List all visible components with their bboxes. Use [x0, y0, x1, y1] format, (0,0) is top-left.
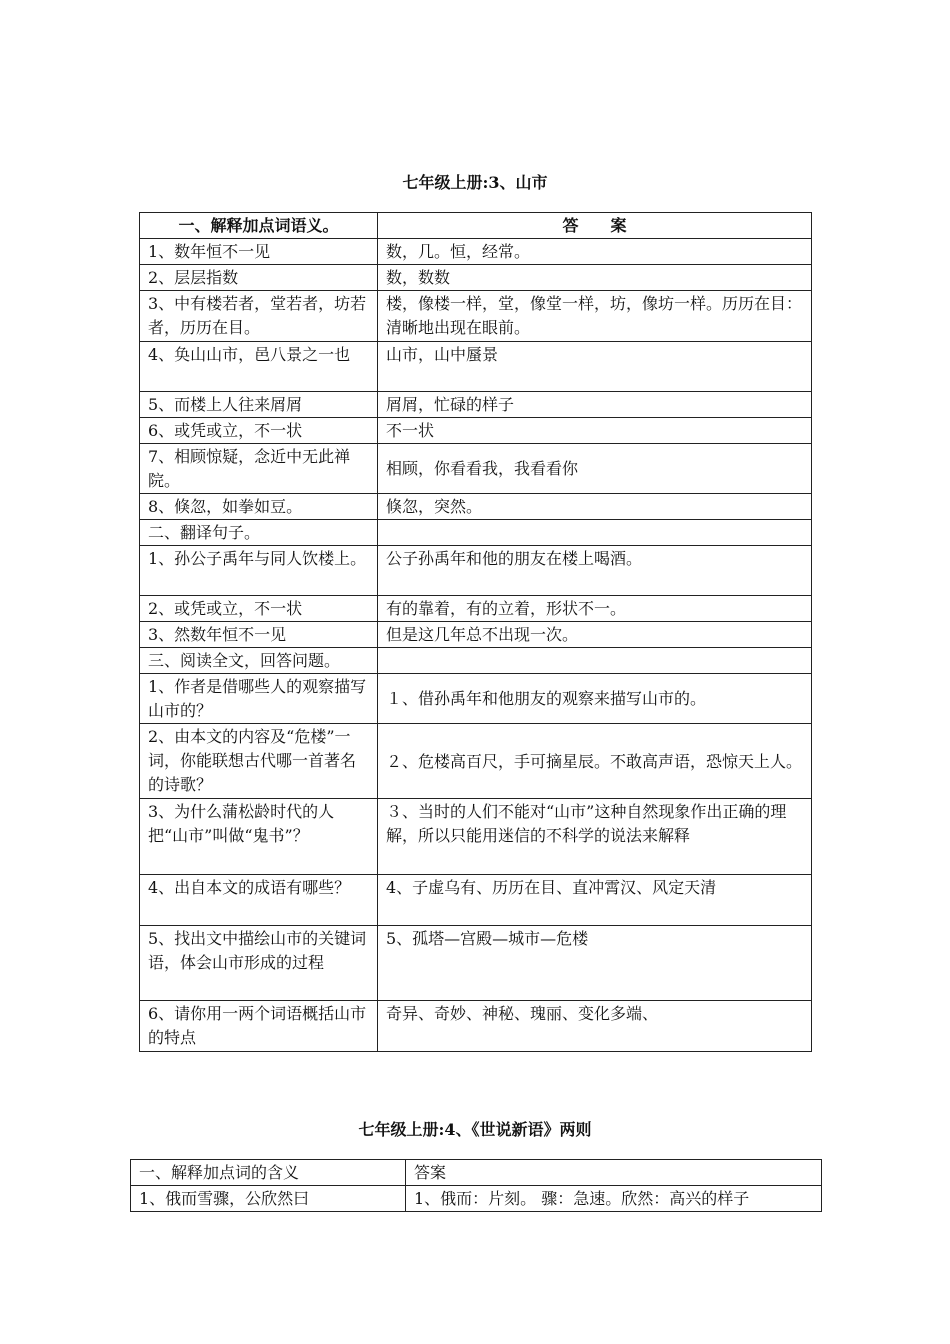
table-row: [140, 444, 812, 494]
header-answer-cell: 答案: [406, 1160, 822, 1186]
table-row: [140, 494, 812, 520]
header-answer-cell: 答 案: [378, 213, 812, 239]
answer-cell: [378, 648, 812, 674]
question-cell: 7、相顾惊疑，念近中无此禅院。: [140, 444, 378, 494]
answer-cell: 楼，像楼一样，堂，像堂一样，坊，像坊一样。历历在目：清晰地出现在眼前。: [378, 291, 812, 342]
answer-cell: 4、子虚乌有、历历在目、直冲霄汉、风定天清: [378, 875, 812, 926]
table-row: [140, 291, 812, 342]
answer-cell: 不一状: [378, 418, 812, 444]
answer-cell: 5、孤塔—宫殿—城市—危楼: [378, 926, 812, 1001]
header-question-cell: 一、解释加点词语义。: [140, 213, 378, 239]
table-row: [140, 342, 812, 392]
question-cell: 2、层层指数: [140, 265, 378, 291]
answer-cell: [378, 520, 812, 546]
table-row: [140, 1001, 812, 1052]
question-cell: 8、倏忽，如拳如豆。: [140, 494, 378, 520]
table-row: [140, 546, 812, 596]
table-section-row: [140, 648, 812, 674]
vocabulary-answer-table-1: [139, 212, 812, 1052]
question-cell: 1、作者是借哪些人的观察描写山市的？: [140, 674, 378, 724]
answer-cell: 山市，山中蜃景: [378, 342, 812, 392]
table-row: [140, 239, 812, 265]
answer-cell: ３、当时的人们不能对“山市”这种自然现象作出正确的理解，所以只能用迷信的不科学的说法来解释: [378, 799, 812, 875]
question-cell: 1、孙公子禹年与同人饮楼上。: [140, 546, 378, 596]
table-row: [140, 265, 812, 291]
question-cell: 3、然数年恒不一见: [140, 622, 378, 648]
answer-cell: 数，数数: [378, 265, 812, 291]
table-section-row: [140, 520, 812, 546]
question-cell: 4、出自本文的成语有哪些？: [140, 875, 378, 926]
table-row: [140, 875, 812, 926]
answer-cell: ２、危楼高百尺，手可摘星辰。不敢高声语，恐惊天上人。: [378, 724, 812, 799]
question-cell: 2、由本文的内容及“危楼”一词，你能联想古代哪一首著名的诗歌？: [140, 724, 378, 799]
table-row: [140, 724, 812, 799]
answer-cell: 相顾，你看看我，我看看你: [378, 444, 812, 494]
table-row: [140, 596, 812, 622]
header-question-cell: 一、解释加点词的含义: [131, 1160, 406, 1186]
section-1-title: 七年级上册:3、山市: [402, 173, 548, 192]
question-cell: 4、奂山山市，邑八景之一也: [140, 342, 378, 392]
question-cell: 6、请你用一两个词语概括山市的特点: [140, 1001, 378, 1052]
question-cell: 1、数年恒不一见: [140, 239, 378, 265]
question-cell: 2、或凭或立，不一状: [140, 596, 378, 622]
answer-cell: 公子孙禹年和他的朋友在楼上喝酒。: [378, 546, 812, 596]
question-cell: 5、找出文中描绘山市的关键词语，体会山市形成的过程: [140, 926, 378, 1001]
table-row: [131, 1186, 822, 1212]
table-row: [140, 622, 812, 648]
answer-cell: 1、俄而：片刻。 骤：急速。欣然：高兴的样子: [406, 1186, 822, 1212]
section-heading-cell: 三、阅读全文，回答问题。: [140, 648, 378, 674]
table-row: [140, 674, 812, 724]
table-row: [140, 392, 812, 418]
answer-cell: １、借孙禹年和他朋友的观察来描写山市的。: [378, 674, 812, 724]
answer-cell: 奇异、奇妙、神秘、瑰丽、变化多端、: [378, 1001, 812, 1052]
section-2-title: 七年级上册:4、《世说新语》两则: [358, 1120, 592, 1139]
table-header-row: [131, 1160, 822, 1186]
question-cell: 5、而楼上人往来屑屑: [140, 392, 378, 418]
table-row: [140, 799, 812, 875]
answer-cell: 屑屑，忙碌的样子: [378, 392, 812, 418]
question-cell: 3、为什么蒲松龄时代的人把“山市”叫做“鬼书”？: [140, 799, 378, 875]
answer-cell: 倏忽，突然。: [378, 494, 812, 520]
vocabulary-answer-table-2: [130, 1159, 822, 1212]
table-row: [140, 418, 812, 444]
table-row: [140, 926, 812, 1001]
question-cell: 3、中有楼若者，堂若者，坊若者，历历在目。: [140, 291, 378, 342]
question-cell: 1、俄而雪骤，公欣然曰: [131, 1186, 406, 1212]
section-heading-cell: 二、翻译句子。: [140, 520, 378, 546]
answer-cell: 有的靠着，有的立着，形状不一。: [378, 596, 812, 622]
table-header-row: [140, 213, 812, 239]
answer-cell: 但是这几年总不出现一次。: [378, 622, 812, 648]
answer-cell: 数，几。恒，经常。: [378, 239, 812, 265]
question-cell: 6、或凭或立，不一状: [140, 418, 378, 444]
